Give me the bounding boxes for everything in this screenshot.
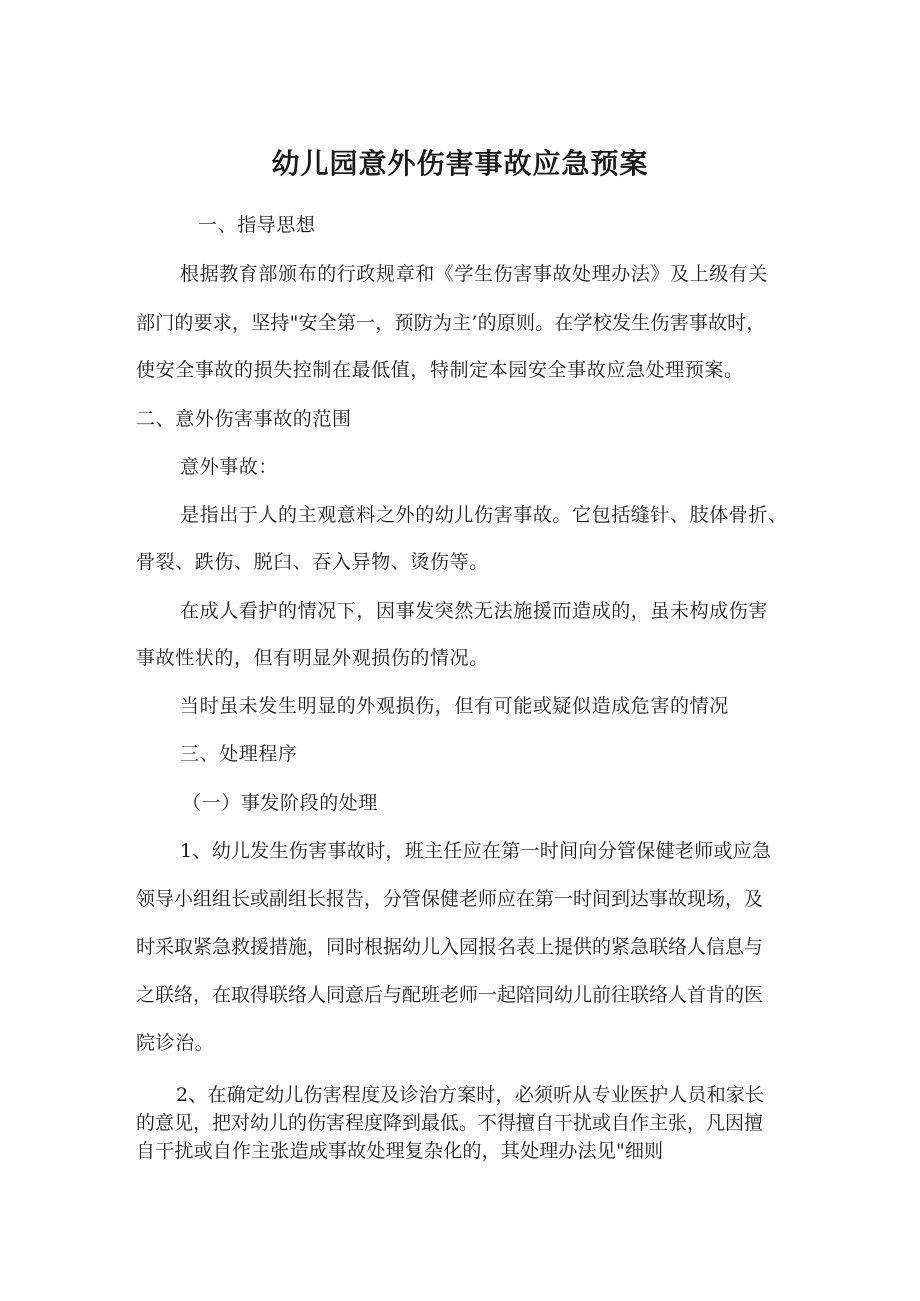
paragraph-line: 骨裂、跌伤、脱臼、吞入异物、烫伤等。: [136, 551, 489, 573]
paragraph-line: 自干扰或自作主张造成事故处理复杂化的，其处理办法见"细则: [136, 1140, 664, 1162]
paragraph-line: 在成人看护的情况下，因事发突然无法施援而造成的，虽未构成伤害: [180, 600, 769, 622]
paragraph-line: 当时虽未发生明显的外观损伤，但有可能或疑似造成危害的情况: [180, 695, 729, 717]
subsection-heading: （一）事发阶段的处理: [182, 792, 379, 814]
paragraph-line: 使安全事故的损失控制在最低值，特制定本园安全事故应急处理预案。: [136, 359, 744, 381]
paragraph-line: 根据教育部颁布的行政规章和《学生伤害事故处理办法》及上级有关: [180, 263, 769, 285]
paragraph-line: 是指出于人的主观意料之外的幼儿伤害事故。它包括缝针、肢体骨折、: [180, 504, 788, 526]
paragraph-line: 之联络，在取得联络人同意后与配班老师一起陪同幼儿前往联络人首肯的医: [136, 984, 764, 1006]
section-heading-guiding-principles: 一、指导思想: [198, 214, 316, 236]
paragraph-line: 意外事故：: [180, 456, 279, 478]
paragraph-line: 1、幼儿发生伤害事故时，班主任应在第一时间向分管保健老师或应急: [180, 840, 772, 862]
paragraph-line: 的意见，把对幼儿的伤害程度降到最低。不得擅自干扰或自作主张，凡因擅: [136, 1112, 764, 1134]
paragraph-line: 事故性状的，但有明显外观损伤的情况。: [136, 647, 489, 669]
paragraph-line: 时采取紧急救援措施，同时根据幼儿入园报名表上提供的紧急联络人信息与: [136, 936, 764, 958]
paragraph-line: 部门的要求，坚持"安全第一，预防为主’的原则。在学校发生伤害事故时，: [136, 312, 766, 334]
document-title: 幼儿园意外伤害事故应急预案: [271, 147, 649, 180]
paragraph-line: 院诊治。: [136, 1032, 215, 1054]
paragraph-line: 领导小组组长或副组长报告，分管保健老师应在第一时间到达事故现场，及: [136, 888, 764, 910]
section-heading-procedure: 三、处理程序: [180, 743, 298, 765]
section-heading-scope: 二、意外伤害事故的范围: [136, 408, 352, 430]
paragraph-line: 2、在确定幼儿伤害程度及诊治方案时，必须听从专业医护人员和家长: [176, 1084, 765, 1106]
